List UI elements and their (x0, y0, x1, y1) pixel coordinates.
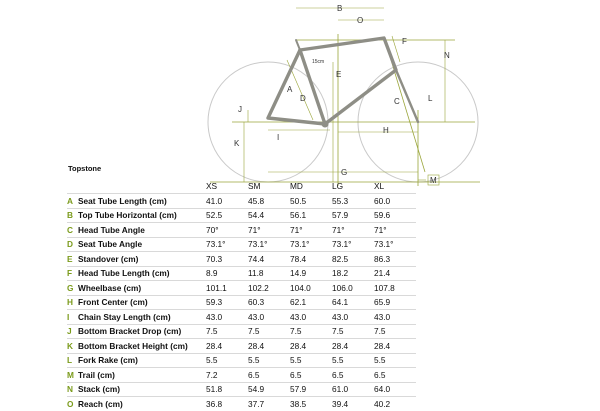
label-c: C (394, 97, 400, 106)
size-header-xs: XS (206, 181, 218, 191)
label-f: F (402, 37, 407, 46)
table-row (67, 252, 416, 267)
size-header-lg: LG (332, 181, 344, 191)
parameter-letter: G (67, 282, 74, 293)
value-cell-md: 73.1° (290, 237, 332, 252)
label-a: A (287, 85, 293, 94)
parameter-name: Head Tube Length (cm) (78, 268, 170, 279)
value-cell-xl: 5.5 (374, 353, 416, 368)
table-row (67, 339, 416, 354)
value-cell-lg: 106.0 (332, 281, 374, 296)
value-cell-sm: 11.8 (248, 266, 290, 281)
parameter-letter: H (67, 297, 73, 308)
parameter-letter: J (67, 326, 72, 337)
parameter-letter: E (67, 253, 73, 264)
value-cell-xs: 51.8 (206, 382, 248, 397)
table-row (67, 324, 416, 339)
parameter-name: Top Tube Horizontal (cm) (78, 210, 177, 221)
value-cell-lg: 39.4 (332, 397, 374, 411)
table-row (67, 382, 416, 397)
value-cell-sm: 5.5 (248, 353, 290, 368)
parameter-letter: I (67, 311, 70, 322)
table-row (67, 281, 416, 296)
label-m-box (428, 175, 439, 185)
label-e: E (336, 70, 342, 79)
value-cell-xs: 70° (206, 223, 248, 238)
value-cell-lg: 6.5 (332, 368, 374, 383)
size-header-md: MD (290, 181, 303, 191)
value-cell-xs: 59.3 (206, 295, 248, 310)
parameter-cell (67, 397, 206, 411)
label-n: N (444, 51, 450, 60)
bottom-bracket (322, 121, 329, 128)
size-header-row (67, 179, 416, 194)
value-cell-xl: 86.3 (374, 252, 416, 267)
parameter-letter: M (67, 369, 74, 380)
value-cell-xs: 36.8 (206, 397, 248, 411)
value-cell-lg: 43.0 (332, 310, 374, 325)
label-i: I (277, 133, 280, 142)
seatpost (296, 40, 300, 50)
parameter-cell (67, 266, 206, 281)
value-cell-xs: 73.1° (206, 237, 248, 252)
value-cell-xl: 59.6 (374, 208, 416, 223)
parameter-letter: K (67, 340, 73, 351)
parameter-name: Stack (cm) (78, 384, 120, 395)
geometry-table-body (67, 194, 416, 411)
value-cell-lg: 61.0 (332, 382, 374, 397)
value-cell-xl: 73.1° (374, 237, 416, 252)
value-cell-lg: 28.4 (332, 339, 374, 354)
label-j: J (238, 105, 242, 114)
parameter-cell (67, 281, 206, 296)
value-cell-xl: 65.9 (374, 295, 416, 310)
value-cell-md: 57.9 (290, 382, 332, 397)
table-row (67, 368, 416, 383)
value-cell-md: 14.9 (290, 266, 332, 281)
value-cell-sm: 7.5 (248, 324, 290, 339)
value-cell-md: 28.4 (290, 339, 332, 354)
label-o: O (357, 16, 364, 25)
value-cell-md: 7.5 (290, 324, 332, 339)
value-cell-xl: 107.8 (374, 281, 416, 296)
parameter-letter: D (67, 239, 73, 250)
value-cell-xs: 43.0 (206, 310, 248, 325)
parameter-name: Trail (cm) (78, 369, 115, 380)
value-cell-md: 5.5 (290, 353, 332, 368)
value-cell-xs: 101.1 (206, 281, 248, 296)
value-cell-sm: 71° (248, 223, 290, 238)
parameter-name: Standover (cm) (78, 253, 139, 264)
geometry-table (67, 179, 416, 411)
parameter-name: Seat Tube Length (cm) (78, 195, 167, 206)
table-row (67, 295, 416, 310)
parameter-cell (67, 252, 206, 267)
table-row (67, 208, 416, 223)
parameter-cell (67, 339, 206, 354)
value-cell-xs: 41.0 (206, 194, 248, 209)
value-cell-sm: 60.3 (248, 295, 290, 310)
parameter-cell (67, 223, 206, 238)
parameter-cell (67, 208, 206, 223)
value-cell-xl: 71° (374, 223, 416, 238)
value-cell-xs: 28.4 (206, 339, 248, 354)
value-cell-md: 50.5 (290, 194, 332, 209)
value-cell-xl: 6.5 (374, 368, 416, 383)
value-cell-xl: 64.0 (374, 382, 416, 397)
parameter-cell (67, 382, 206, 397)
parameter-name: Wheelbase (cm) (78, 282, 142, 293)
value-cell-md: 104.0 (290, 281, 332, 296)
value-cell-sm: 45.8 (248, 194, 290, 209)
table-row (67, 353, 416, 368)
parameter-name: Chain Stay Length (cm) (78, 311, 171, 322)
parameter-cell (67, 368, 206, 383)
parameter-name: Front Center (cm) (78, 297, 148, 308)
label-l: L (428, 94, 433, 103)
parameter-cell (67, 310, 206, 325)
table-row (67, 237, 416, 252)
value-cell-lg: 71° (332, 223, 374, 238)
label-g: G (341, 168, 348, 177)
size-header-xl: XL (374, 181, 385, 191)
parameter-letter: L (67, 355, 73, 366)
table-row (67, 223, 416, 238)
value-cell-xs: 5.5 (206, 353, 248, 368)
fork (396, 70, 418, 122)
value-cell-lg: 57.9 (332, 208, 374, 223)
label-k: K (234, 139, 240, 148)
parameter-letter: N (67, 384, 73, 395)
value-cell-xl: 7.5 (374, 324, 416, 339)
parameter-name: Reach (cm) (78, 398, 123, 409)
value-cell-xl: 60.0 (374, 194, 416, 209)
parameter-cell (67, 194, 206, 209)
label-d: D (300, 94, 306, 103)
parameter-letter: O (67, 398, 74, 409)
parameter-name: Bottom Bracket Drop (cm) (78, 326, 182, 337)
value-cell-lg: 64.1 (332, 295, 374, 310)
value-cell-xl: 43.0 (374, 310, 416, 325)
parameter-cell (67, 237, 206, 252)
value-cell-md: 43.0 (290, 310, 332, 325)
size-header-sm: SM (248, 181, 261, 191)
value-cell-md: 62.1 (290, 295, 332, 310)
table-row (67, 397, 416, 411)
value-cell-md: 78.4 (290, 252, 332, 267)
value-cell-lg: 5.5 (332, 353, 374, 368)
value-cell-xs: 8.9 (206, 266, 248, 281)
parameter-letter: C (67, 224, 73, 235)
value-cell-sm: 6.5 (248, 368, 290, 383)
standover-note: 15cm (312, 59, 325, 65)
label-h: H (383, 126, 389, 135)
value-cell-sm: 43.0 (248, 310, 290, 325)
label-m: M (430, 176, 437, 185)
value-cell-xs: 7.2 (206, 368, 248, 383)
parameter-name: Seat Tube Angle (78, 239, 143, 250)
parameter-letter: A (67, 195, 73, 206)
parameter-letter: B (67, 210, 73, 221)
value-cell-xl: 40.2 (374, 397, 416, 411)
value-cell-sm: 37.7 (248, 397, 290, 411)
table-row (67, 194, 416, 209)
value-cell-sm: 54.9 (248, 382, 290, 397)
value-cell-sm: 73.1° (248, 237, 290, 252)
value-cell-lg: 73.1° (332, 237, 374, 252)
parameter-cell (67, 295, 206, 310)
bike-frame (268, 38, 396, 124)
table-row (67, 266, 416, 281)
parameter-name: Head Tube Angle (78, 224, 145, 235)
value-cell-xl: 21.4 (374, 266, 416, 281)
header-spacer (67, 179, 206, 194)
value-cell-md: 38.5 (290, 397, 332, 411)
parameter-cell (67, 353, 206, 368)
value-cell-sm: 54.4 (248, 208, 290, 223)
value-cell-md: 71° (290, 223, 332, 238)
model-name: Topstone (68, 164, 102, 173)
label-b: B (337, 4, 343, 13)
value-cell-sm: 28.4 (248, 339, 290, 354)
value-cell-lg: 55.3 (332, 194, 374, 209)
value-cell-xs: 52.5 (206, 208, 248, 223)
value-cell-xl: 28.4 (374, 339, 416, 354)
parameter-name: Fork Rake (cm) (78, 355, 138, 366)
value-cell-md: 56.1 (290, 208, 332, 223)
value-cell-lg: 18.2 (332, 266, 374, 281)
parameter-name: Bottom Bracket Height (cm) (78, 340, 188, 351)
value-cell-lg: 7.5 (332, 324, 374, 339)
table-row (67, 310, 416, 325)
value-cell-lg: 82.5 (332, 252, 374, 267)
value-cell-sm: 74.4 (248, 252, 290, 267)
value-cell-md: 6.5 (290, 368, 332, 383)
parameter-letter: F (67, 268, 73, 279)
value-cell-xs: 70.3 (206, 252, 248, 267)
parameter-cell (67, 324, 206, 339)
value-cell-xs: 7.5 (206, 324, 248, 339)
value-cell-sm: 102.2 (248, 281, 290, 296)
